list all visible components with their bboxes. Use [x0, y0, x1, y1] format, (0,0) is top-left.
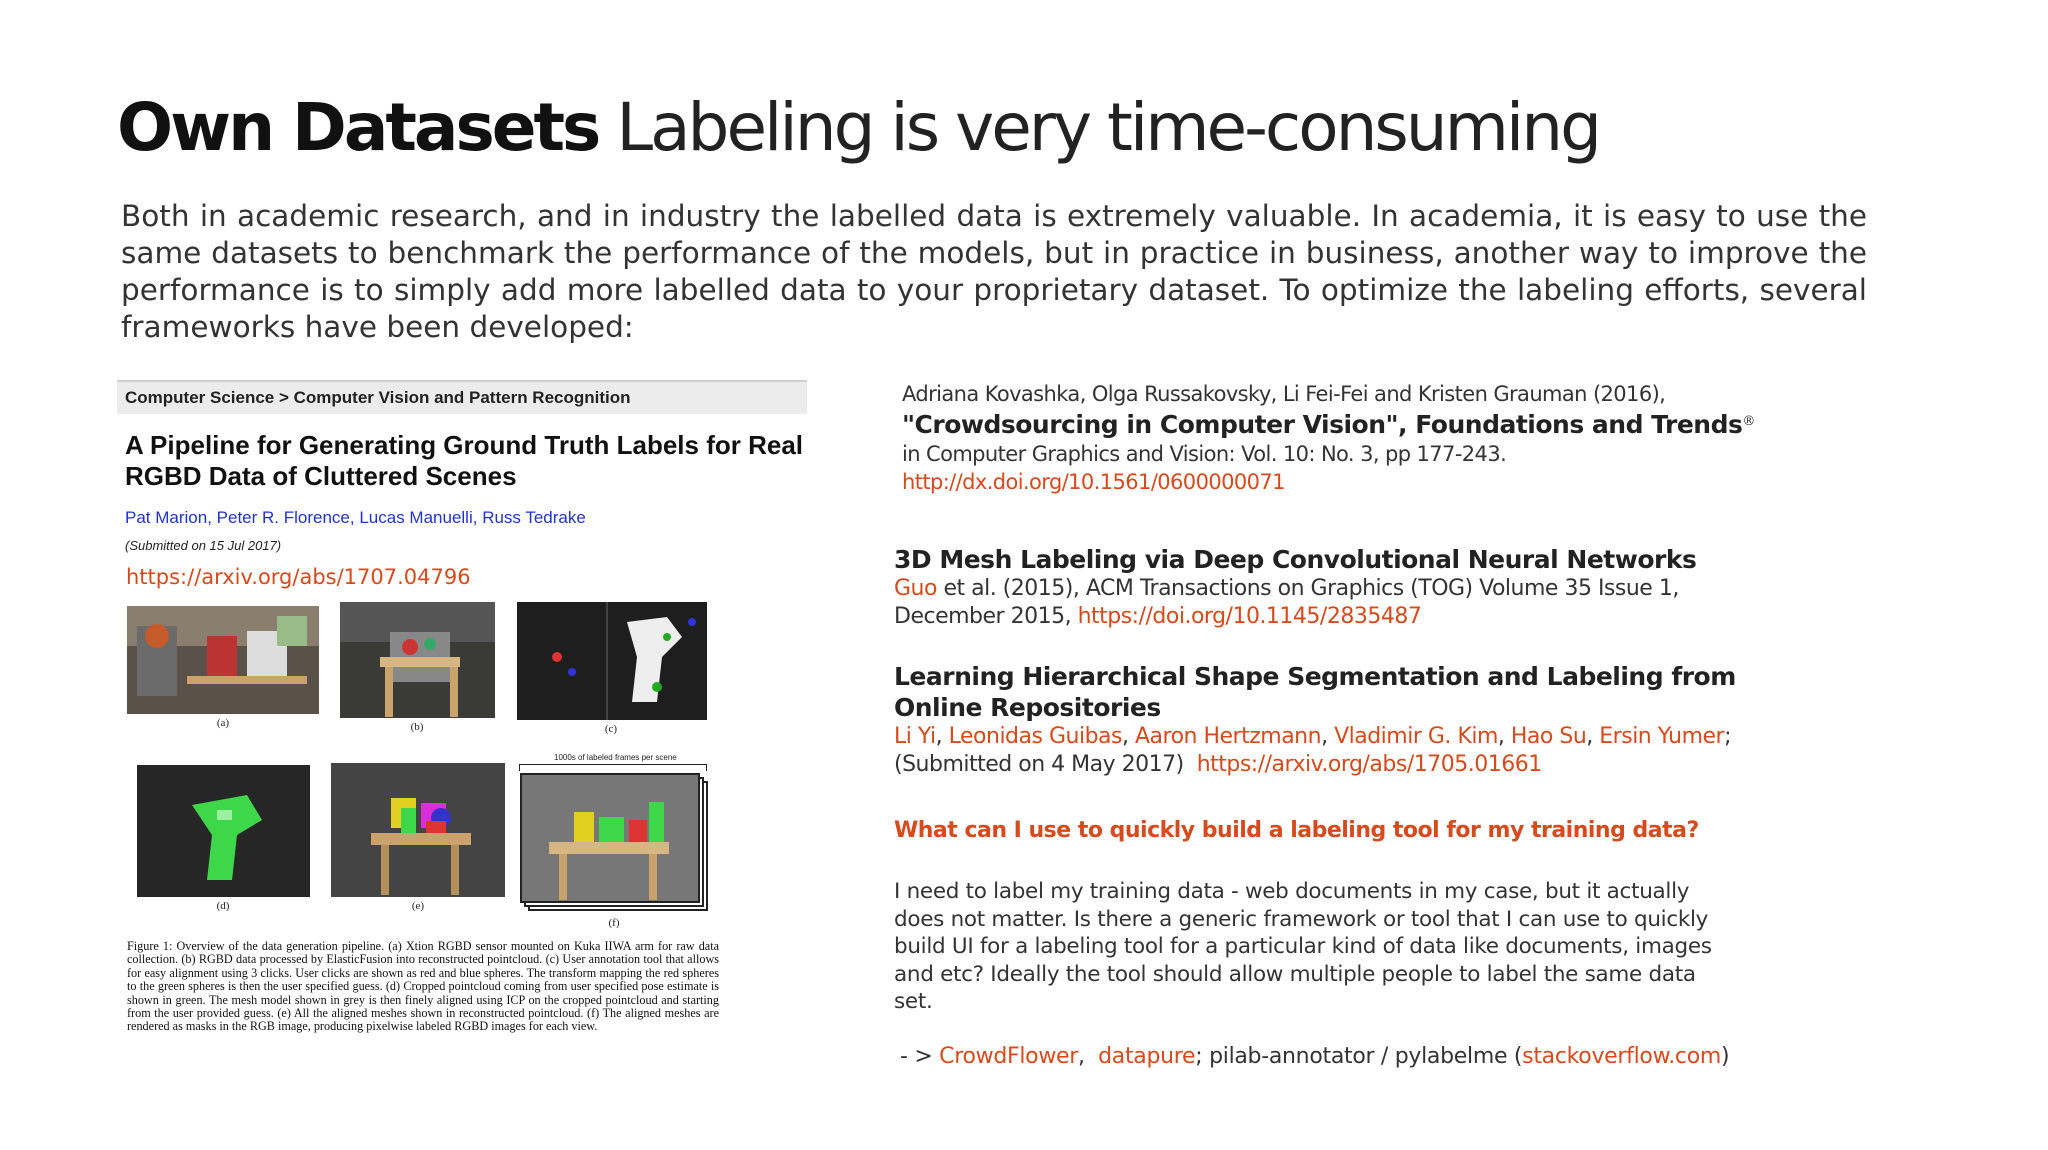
- datapure-link[interactable]: datapure: [1098, 1044, 1196, 1069]
- ref3-author-link[interactable]: Vladimir G. Kim: [1334, 724, 1498, 749]
- title-subtitle: Labeling is very time-consuming: [616, 89, 1599, 166]
- figure-panel-a: [127, 606, 319, 714]
- ref2-date: December 2015,: [894, 604, 1078, 629]
- paper-arxiv-link[interactable]: [126, 565, 807, 589]
- panel-label-e: (e): [411, 900, 425, 912]
- breadcrumb: Computer Science > Computer Vision and Pattern Recognition: [117, 380, 807, 414]
- author-link[interactable]: Russ Tedrake: [482, 508, 586, 527]
- figure-panel-c: [517, 602, 707, 720]
- ref3-title-line2: Online Repositories: [894, 693, 1161, 722]
- ref3-title-line1: Learning Hierarchical Shape Segmentation and Labeling from: [894, 662, 1736, 691]
- ref3-author-link[interactable]: Ersin Yumer: [1599, 724, 1725, 749]
- tools-arrow: - >: [900, 1044, 940, 1069]
- ref1-venue: in Computer Graphics and Vision: Vol. 10: No. 3, pp 177-243.: [902, 442, 1507, 466]
- question-title: What can I use to quickly build a labeling tool for my training data?: [894, 818, 1699, 843]
- ref3-author-link[interactable]: Hao Su: [1510, 724, 1587, 749]
- crowdflower-link[interactable]: CrowdFlower: [939, 1044, 1079, 1069]
- figure-scale-bar: [519, 764, 707, 771]
- panel-label-d: (d): [216, 900, 230, 912]
- paper-title: A Pipeline for Generating Ground Truth Labels for Real RGBD Data of Cluttered Scenes: [125, 430, 804, 491]
- reference-mesh-labeling: [894, 544, 1696, 631]
- figure-scale-note: 1000s of labeled frames per scene: [554, 753, 677, 762]
- paper-screenshot: [117, 380, 807, 1100]
- reference-kovashka: [902, 380, 1755, 496]
- ref1-title: "Crowdsourcing in Computer Vision", Foundations and Trends: [902, 410, 1743, 439]
- ref3-submitted: (Submitted on 4 May 2017): [894, 752, 1184, 777]
- figure-panel-b: [340, 602, 495, 718]
- title-bold: Own Datasets: [117, 89, 599, 166]
- author-link[interactable]: Pat Marion: [125, 508, 208, 527]
- ref1-registered-mark: ®: [1742, 414, 1755, 429]
- reference-shape-segmentation: [894, 661, 1736, 779]
- ref1-authors: Adriana Kovashka, Olga Russakovsky, Li Fei-Fei and Kristen Grauman (2016),: [902, 382, 1666, 406]
- author-link[interactable]: Lucas Manuelli: [359, 508, 473, 527]
- ref3-authors: Li Yi, Leonidas Guibas, Aaron Hertzmann, Vladimir G. Kim, Hao Su, Ersin Yumer;: [894, 724, 1732, 749]
- tools-line: - > CrowdFlower, datapure; pilab-annotator / pylabelme (stackoverflow.com): [900, 1044, 1730, 1069]
- tools-rest: ; pilab-annotator / pylabelme (: [1195, 1044, 1523, 1069]
- slide-title: [117, 89, 1599, 166]
- paper-submitted: (Submitted on 15 Jul 2017): [125, 538, 282, 553]
- author-link[interactable]: Peter R. Florence: [216, 508, 350, 527]
- ref2-title: 3D Mesh Labeling via Deep Convolutional Neural Networks: [894, 545, 1697, 574]
- figure-panel-f: [519, 772, 709, 912]
- ref3-author-link[interactable]: Li Yi: [894, 724, 936, 749]
- paper-authors: Pat Marion, Peter R. Florence, Lucas Manuelli, Russ Tedrake: [125, 508, 586, 527]
- question-body: I need to label my training data - web documents in my case, but it actually does not matter. Is there a generic framework or tool that I can use to quickly build UI for a labeling tool for a particular kind of data like documents, images and etc? Ideally the tool should allow multiple people to label the same data set.: [894, 879, 1712, 1014]
- ref3-link[interactable]: https://arxiv.org/abs/1705.01661: [1196, 752, 1542, 777]
- tools-close: ): [1721, 1044, 1730, 1069]
- ref3-author-link[interactable]: Aaron Hertzmann: [1134, 724, 1322, 749]
- panel-label-a: (a): [216, 717, 230, 729]
- arxiv-link-text[interactable]: https://arxiv.org/abs/1707.04796: [126, 565, 471, 589]
- figure-panel-e: [331, 763, 505, 897]
- ref1-link[interactable]: http://dx.doi.org/10.1561/0600000071: [902, 470, 1285, 494]
- ref2-author-link[interactable]: Guo: [894, 576, 937, 601]
- ref2-venue: et al. (2015), ACM Transactions on Graphics (TOG) Volume 35 Issue 1,: [936, 576, 1679, 601]
- ref2-link[interactable]: https://doi.org/10.1145/2835487: [1077, 604, 1422, 629]
- panel-label-c: (c): [604, 723, 618, 735]
- figure-caption: Figure 1: Overview of the data generation pipeline. (a) Xtion RGBD sensor mounted on Kuka IIWA arm for raw data collection. (b) RGBD data processed by ElasticFusion into reconstructed pointcloud. (c) User annotation tool that allows for easy alignment using 3 clicks. User clicks are shown as red and blue spheres. The transform mapping the red spheres to the green spheres is then the user specified guess. (d) Cropped pointcloud coming from user specified pose estimate is shown in green. The mesh model shown in grey is then finely aligned using ICP on the cropped pointcloud and starting from the user provided guess. (e) All the aligned meshes shown in reconstructed pointcloud. (f) The aligned meshes are rendered as masks in the RGB image, producing pixelwise labeled RGBD images for each view.: [127, 939, 719, 1034]
- figure-panel-d: [137, 765, 310, 897]
- intro-paragraph: Both in academic research, and in industry the labelled data is extremely valuable. In academia, it is easy to use the same datasets to benchmark the performance of the models, but in practice in business, another way to improve the performance is to simply add more labelled data to your proprietary dataset. To optimize the labeling efforts, several frameworks have been developed:: [121, 199, 1867, 344]
- panel-label-f: (f): [608, 917, 620, 929]
- ref3-author-link[interactable]: Leonidas Guibas: [948, 724, 1122, 749]
- panel-label-b: (b): [410, 721, 424, 733]
- stackoverflow-link[interactable]: stackoverflow.com: [1522, 1044, 1722, 1069]
